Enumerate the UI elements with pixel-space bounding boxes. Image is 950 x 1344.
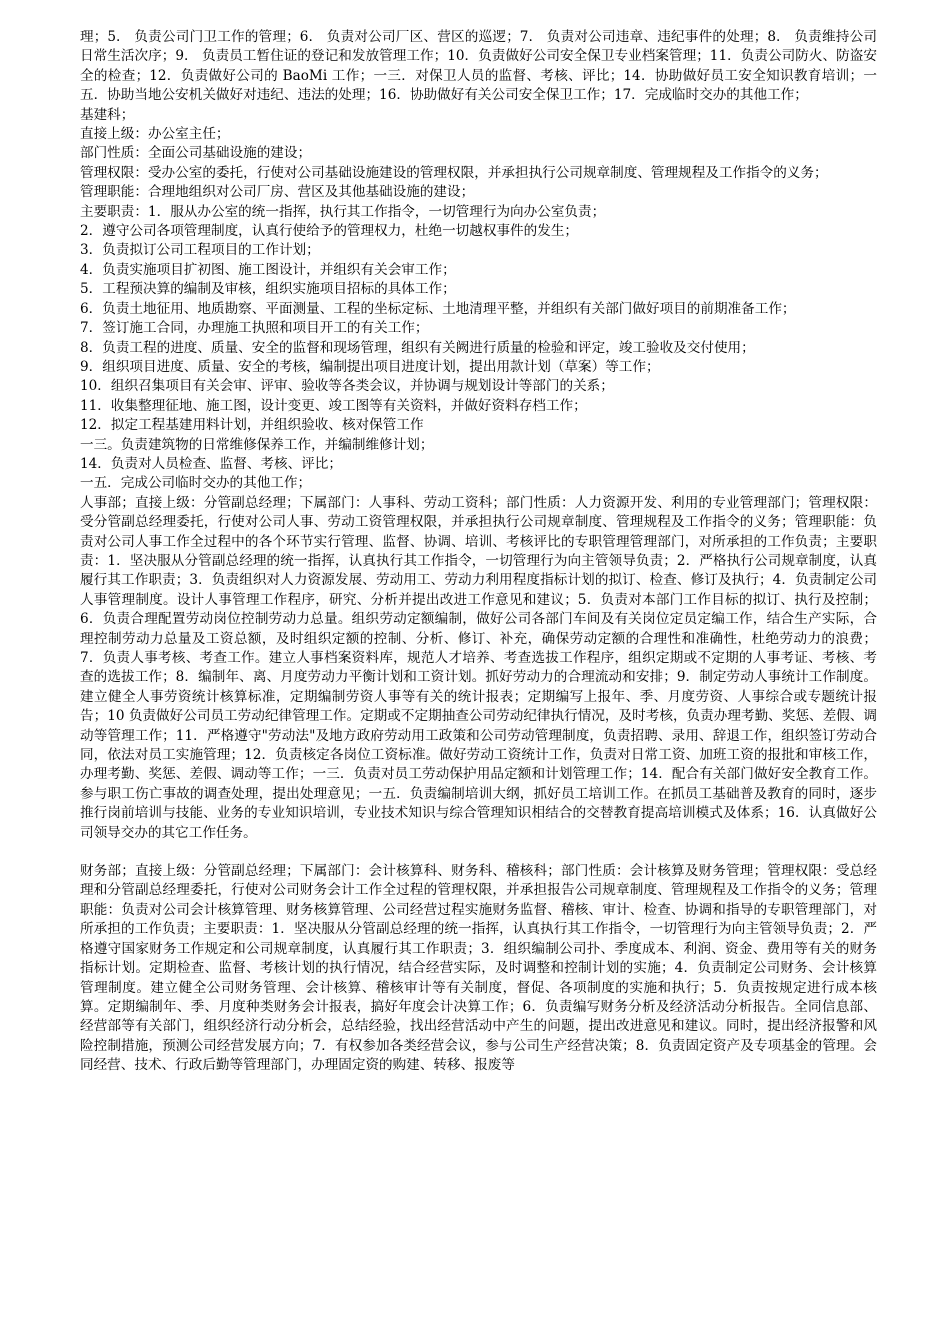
duty-item: 10．组织召集项目有关会审、评审、验收等各类会议，并协调与规划设计等部门的关系； [80, 378, 614, 395]
duty-item: 7．签订施工合同，办理施工执照和项目开工的有关工作； [80, 320, 429, 337]
paragraph-spacer [80, 843, 877, 862]
duty-item: 2．遵守公司各项管理制度，认真行使给予的管理权力，杜绝一切越权事件的发生； [80, 223, 579, 240]
duty-item: 一三。负责建筑物的日常维修保养工作，并编制维修计划； [80, 436, 434, 453]
duty-item: 4．负责实施项目扩初图、施工图设计，并组织有关会审工作； [80, 261, 456, 278]
duty-item: 5．工程预决算的编制及审核，组织实施项目招标的具体工作； [80, 281, 456, 298]
duty-item: 主要职责：1．服从办公室的统一指挥，执行其工作指令，一切管理行为向办公室负责； [80, 203, 606, 220]
department-nature-line: 部门性质：全面公司基础设施的建设； [80, 145, 312, 162]
duty-item: 9．组织项目进度、质量、安全的考核，编制提出项目进度计划，提出用款计划（草案）等工作； [80, 358, 660, 375]
duty-item: 6．负责土地征用、地质勘察、平面测量、工程的坐标定标、土地清理平整，并组织有关部门做好项目的前期准备工作； [80, 300, 796, 317]
duty-item: 3．负责拟订公司工程项目的工作计划； [80, 242, 320, 259]
security-duties-paragraph: 理；5. 负责公司门卫工作的管理；6. 负责对公司厂区、营区的巡逻；7. 负责对公司违章、违纪事件的处理；8. 负责维持公司日常生活次序；9. 负责员工暂住证的登记和发放管理工作；10．负责做好公司安全保卫专业档案管理；11．负责公司防火、防盗安全的检查；12．负责做好公司的 BaoMi 工作；一三．对保卫人员的监督、考核、评比；14．协助做好员工安全知识教育培训；一五．协助当地公安机关做好对违纪、违法的处理；16．协助做好有关公司安全保卫工作；17．完成临时交办的其他工作； [80, 29, 877, 104]
duty-item: 11．收集整理征地、施工图，设计变更、竣工图等有关资料，并做好资料存档工作； [80, 397, 587, 414]
duty-item: 8．负责工程的进度、质量、安全的监督和现场管理，组织有关阙进行质量的检验和评定，竣工验收及交付使用； [80, 339, 755, 356]
management-authority-line: 管理权限：受办公室的委托，行使对公司基础设施建设的管理权限，并承担执行公司规章制度、管理规程及工作指令的义务； [80, 164, 828, 181]
document-body [80, 28, 877, 1076]
duty-item: 一五．完成公司临时交办的其他工作； [80, 475, 312, 492]
section-heading-construction: 基建科； [80, 106, 135, 123]
hr-department-paragraph: 人事部；直接上级：分管副总经理；下属部门：人事科、劳动工资科；部门性质：人力资源开发、利用的专业管理部门；管理权限：受分管副总经理委托，行使对公司人事、劳动工资管理权限，并承担执行公司规章制度、管理规程及工作指令的义务；管理职能：负责对公司人事工作全过程中的各个环节实行管理、监督、协调、培训、考核评比的专职管理管理部门，对所承担的工作负责；主要职责：1．坚决服从分管副总经理的统一指挥，认真执行其工作指令，一切管理行为向主管领导负责；2．严格执行公司规章制度，认真履行其工作职责；3．负责组织对人力资源发展、劳动用工、劳动力利用程度指标计划的拟订、检查、修订及执行；4．负责制定公司人事管理制度。设计人事管理工作程序，研究、分析并提出改进工作意见和建议；5．负责对本部门工作目标的拟订、执行及控制；6．负责合理配置劳动岗位控制劳动力总量。组织劳动定额编制，做好公司各部门车间及有关岗位定员定编工作，结合生产实际，合理控制劳动力总量及工资总额，及时组织定额的控制、分析、修订、补充，确保劳动定额的合理性和准确性，杜绝劳动力的浪费；7．负责人事考核、考查工作。建立人事档案资料库，规范人才培养、考查选拔工作程序，组织定期或不定期的人事考证、考核、考查的选拔工作；8．编制年、离、月度劳动力平衡计划和工资计划。抓好劳动力的合理流动和安排；9．制定劳动人事统计工作制度。建立健全人事劳资统计核算标准，定期编制劳资人事等有关的统计报表；定期编写上报年、季、月度劳资、人事综合或专题统计报告；10 负责做好公司员工劳动纪律管理工作。定期或不定期抽查公司劳动纪律执行情况，及时考核，负责办理考勤、奖惩、差假、调动等管理工作；11．严格遵守"劳动法"及地方政府劳动用工政策和公司劳动管理制度，负责招聘、录用、辞退工作，组织签订劳动合同，依法对员工实施管理；12．负责核定各岗位工资标准。做好劳动工资统计工作，负责对日常工资、加班工资的报批和审核工作，办理考勤、奖惩、差假、调动等工作；一三．负责对员工劳动保护用品定额和计划管理工作；14．配合有关部门做好安全教育工作。参与职工伤亡事故的调查处理，提出处理意见；一五．负责编制培训大纲，抓好员工培训工作。在抓员工基础普及教育的同时，逐步推行岗前培训与技能、业务的专业知识培训，专业技术知识与综合管理知识相结合的交替教育提高培训模式及体系；16．认真做好公司领导交办的其它工作任务。 [80, 494, 877, 841]
direct-superior-line: 直接上级：办公室主任； [80, 126, 230, 143]
finance-department-paragraph: 财务部；直接上级：分管副总经理；下属部门：会计核算科、财务科、稽核科；部门性质：会计核算及财务管理；管理权限：受总经理和分管副总经理委托，行使对公司财务会计工作全过程的管理权限，并承担报告公司规章制度、管理规程及工作指令的义务；管理职能：负责对公司会计核算管理、财务核算管理、公司经营过程实施财务监督、稽核、审计、检查、协调和指导的专职管理部门，对所承担的工作负责；主要职责：1．坚决服从分管副总经理的统一指挥，认真执行其工作指令，一切管理行为向主管领导负责；2．严格遵守国家财务工作规定和公司规章制度，认真履行其工作职责；3．组织编制公司扑、季度成本、利润、资金、费用等有关的财务指标计划。定期检查、监督、考核计划的执行情况，结合经营实际，及时调整和控制计划的实施；4．负责制定公司财务、会计核算管理制度。建立健全公司财务管理、会计核算、稽核审计等有关制度，督促、各项制度的实施和执行；5．负责按规定进行成本核算。定期编制年、季、月度种类财务会计报表，搞好年度会计决算工作；6．负责编写财务分析及经济活动分析报告。全同信息部、经营部等有关部门，组织经济行动分析会，总结经验，找出经营活动中产生的问题，提出改进意见和建议。同时，提出经济报警和风险控制措施，预测公司经营发展方向；7．有权参加各类经营会议，参与公司生产经营决策；8．负责固定资产及专项基金的管理。会同经营、技术、行政后勤等管理部门，办理固定资的购建、转移、报废等 [80, 863, 877, 1074]
duty-item: 12．拟定工程基建用料计划，并组织验收、核对保管工作 [80, 417, 424, 434]
management-function-line: 管理职能：合理地组织对公司厂房、营区及其他基础设施的建设； [80, 184, 475, 201]
duty-item: 14．负责对人员检查、监督、考核、评比； [80, 455, 342, 472]
